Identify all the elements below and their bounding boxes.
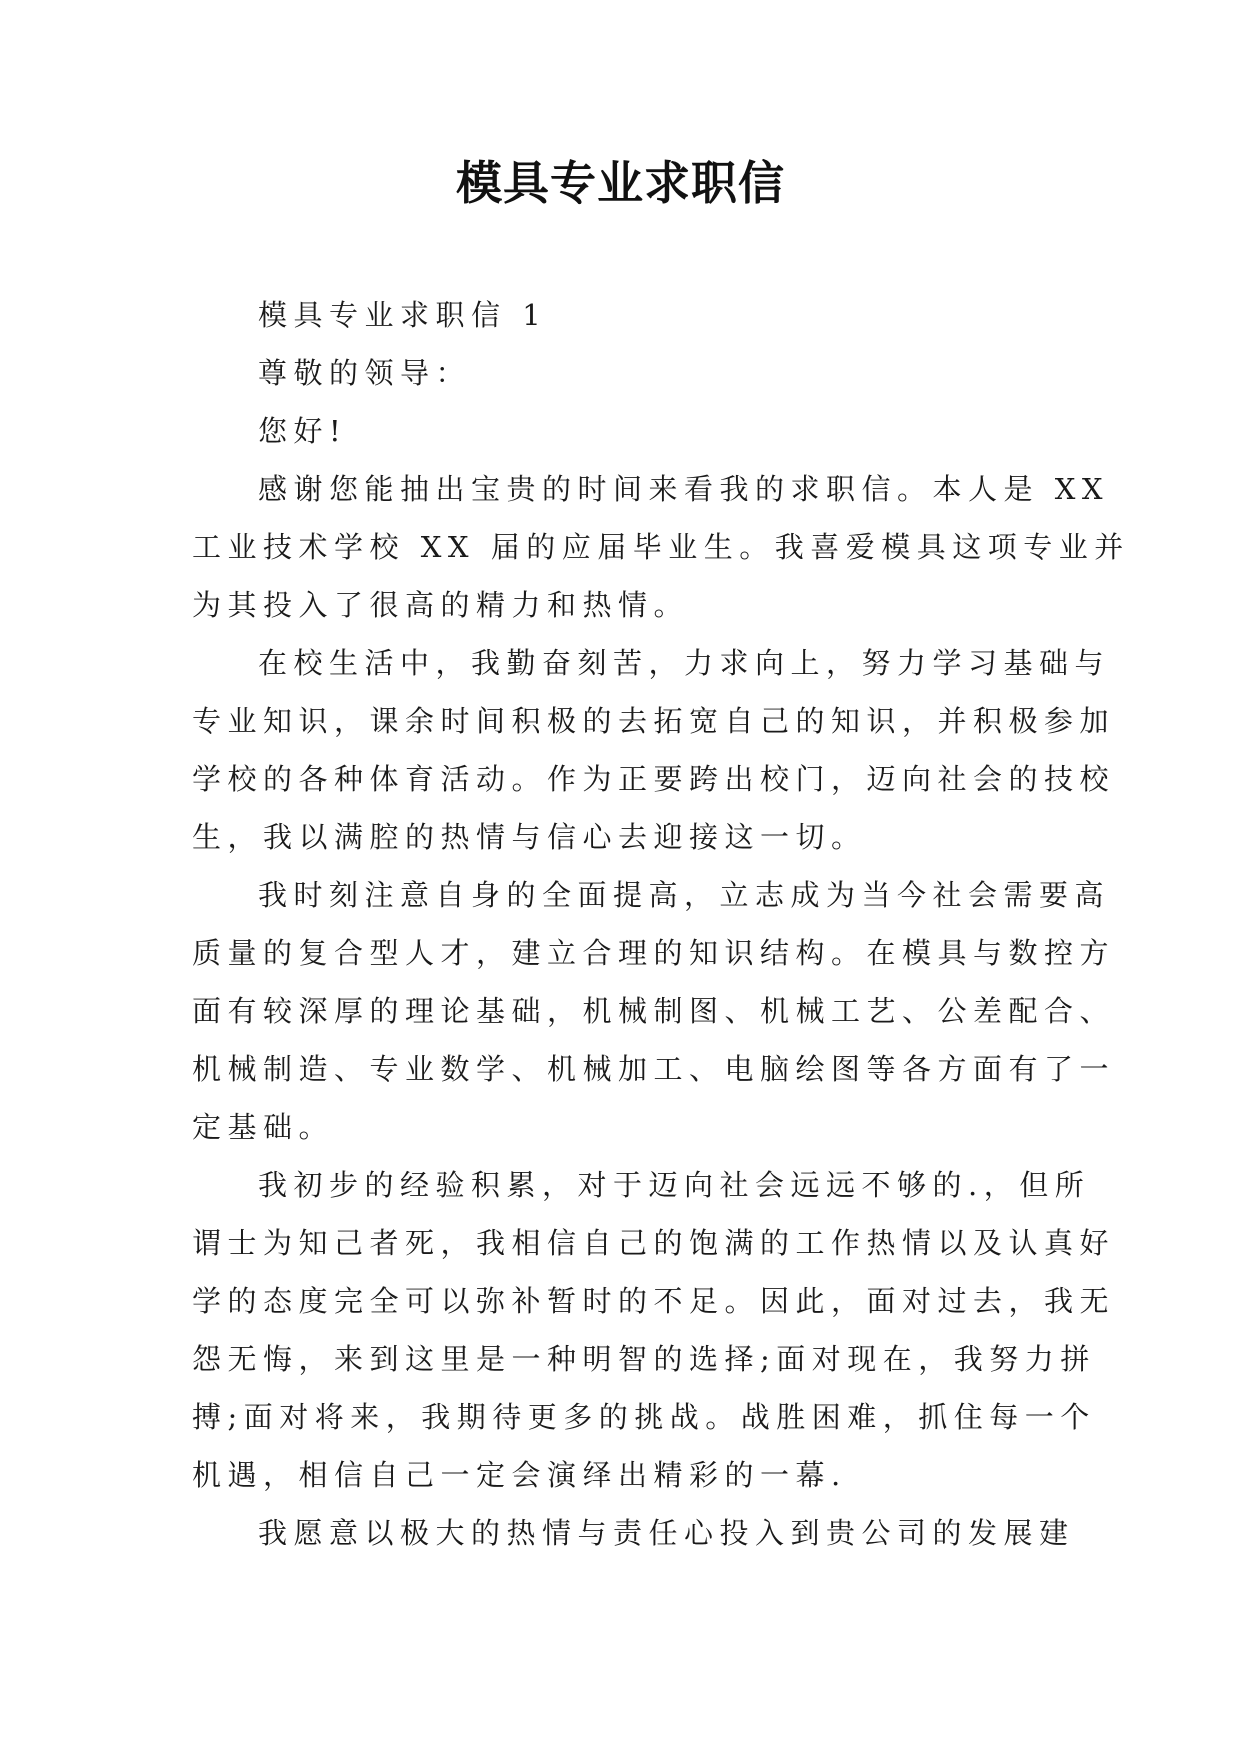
text-line: 专业知识，课余时间积极的去拓宽自己的知识，并积极参加	[192, 704, 1116, 738]
text-line: 尊敬的领导：	[258, 356, 472, 390]
text-line: 学的态度完全可以弥补暂时的不足。因此，面对过去，我无	[192, 1284, 1116, 1318]
text-line: 质量的复合型人才，建立合理的知识结构。在模具与数控方	[192, 936, 1116, 970]
text-line: 搏;面对将来，我期待更多的挑战。战胜困难，抓住每一个	[192, 1400, 1096, 1434]
text-line: 模具专业求职信 1	[258, 298, 548, 332]
text-line: 机械制造、专业数学、机械加工、电脑绘图等各方面有了一	[192, 1052, 1116, 1086]
text-line: 生，我以满腔的热情与信心去迎接这一切。	[192, 820, 867, 854]
text-line: 我愿意以极大的热情与责任心投入到贵公司的发展建	[258, 1516, 1075, 1550]
text-line: 我初步的经验积累，对于迈向社会远远不够的.，但所	[258, 1168, 1091, 1202]
text-line: 怨无悔，来到这里是一种明智的选择;面对现在，我努力拼	[192, 1342, 1096, 1376]
text-line: 在校生活中，我勤奋刻苦，力求向上，努力学习基础与	[258, 646, 1111, 680]
document-title: 模具专业求职信	[456, 156, 785, 210]
text-line: 面有较深厚的理论基础，机械制图、机械工艺、公差配合、	[192, 994, 1116, 1028]
text-line: 谓士为知己者死，我相信自己的饱满的工作热情以及认真好	[192, 1226, 1116, 1260]
text-line: 您好!	[258, 414, 348, 448]
text-line: 工业技术学校 XX 届的应届毕业生。我喜爱模具这项专业并	[192, 530, 1130, 564]
text-line: 学校的各种体育活动。作为正要跨出校门，迈向社会的技校	[192, 762, 1116, 796]
text-line: 机遇，相信自己一定会演绎出精彩的一幕.	[192, 1458, 847, 1492]
text-line: 我时刻注意自身的全面提高，立志成为当今社会需要高	[258, 878, 1111, 912]
text-line: 感谢您能抽出宝贵的时间来看我的求职信。本人是 XX	[258, 472, 1110, 506]
document-body	[192, 286, 1130, 1562]
text-line: 为其投入了很高的精力和热情。	[192, 588, 690, 622]
text-line: 定基础。	[192, 1110, 335, 1144]
